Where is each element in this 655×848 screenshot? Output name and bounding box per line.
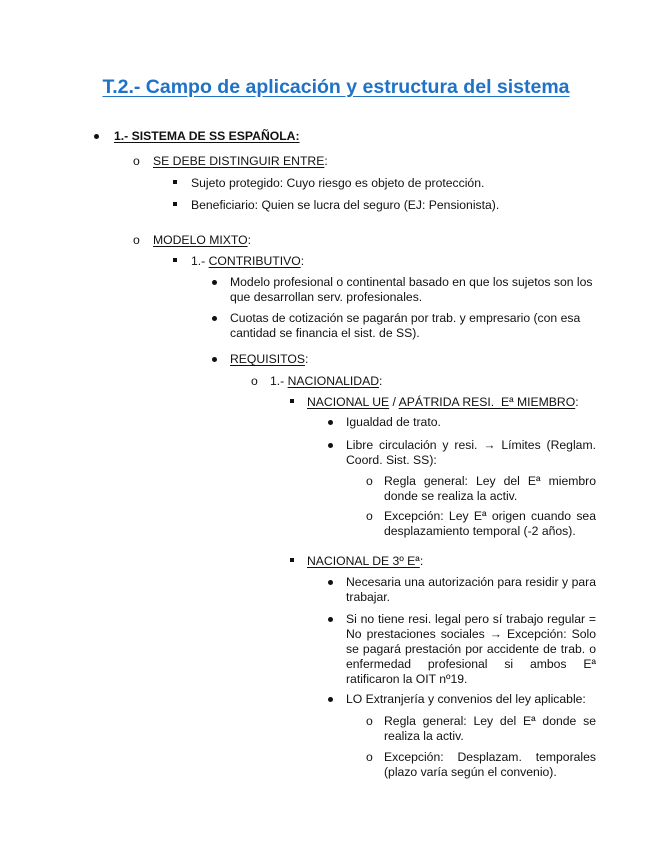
- list-item-modelo-profesional: Modelo profesional o continental basado en que los sujetos son los que desarrollan serv. profesionales.: [230, 275, 593, 304]
- bullet-dot: [212, 316, 217, 321]
- heading-nacional-ue: NACIONAL UE / APÁTRIDA RESI. Eª MIEMBRO:: [307, 395, 579, 409]
- bullet-dot: [328, 697, 333, 702]
- bullet-dot: [328, 580, 333, 585]
- list-item-sujeto: Sujeto protegido: Cuyo riesgo es objeto de protección.: [191, 176, 485, 190]
- sub-item-regla-general-ue: Regla general: Ley del Eª miembro donde se realiza la activ.: [384, 474, 596, 503]
- bullet-dot: [94, 134, 99, 139]
- heading-distinguir: SE DEBE DISTINGUIR ENTRE:: [153, 154, 328, 168]
- list-item-autorizacion: Necesaria una autorización para residir y para trabajar.: [346, 575, 596, 604]
- sub-item-excepcion-tercero: Excepción: Desplazam. temporales (plazo varía según el convenio).: [384, 750, 596, 779]
- bullet-dot: [212, 280, 217, 285]
- sub-item-regla-general-tercero: Regla general: Ley del Eª donde se realiza la activ.: [384, 714, 596, 743]
- heading-nacional-tercero: NACIONAL DE 3º Eª:: [307, 554, 424, 568]
- heading-modelo-mixto: MODELO MIXTO:: [153, 233, 251, 247]
- sub-item-excepcion-ue: Excepción: Ley Eª origen cuando sea desplazamiento temporal (-2 años).: [384, 509, 596, 538]
- bullet-square: [173, 180, 177, 184]
- bullet-circle: o: [133, 154, 140, 168]
- bullet-square: [173, 202, 177, 206]
- list-item-beneficiario: Beneficiario: Quien se lucra del seguro (EJ: Pensionista).: [191, 198, 500, 212]
- bullet-square: [173, 258, 177, 262]
- list-item-resi-legal: Si no tiene resi. legal pero sí trabajo regular = No prestaciones sociales → Excepción: Solo se pagará prestación por accidente de trab. o enfermedad profesional si ambos Eª ratificaron la OIT nº19.: [346, 612, 596, 686]
- bullet-square: [290, 399, 294, 403]
- bullet-square: [290, 558, 294, 562]
- heading-requisitos: REQUISITOS:: [230, 352, 309, 366]
- bullet-dot: [328, 617, 333, 622]
- bullet-circle: o: [366, 509, 373, 523]
- bullet-dot: [328, 420, 333, 425]
- bullet-circle: o: [251, 374, 258, 388]
- heading-contributivo: 1.- CONTRIBUTIVO:: [191, 254, 305, 268]
- bullet-circle: o: [366, 474, 373, 488]
- section-heading-sistema: 1.- SISTEMA DE SS ESPAÑOLA:: [114, 129, 300, 143]
- bullet-dot: [212, 357, 217, 362]
- list-item-libre-circulacion: Libre circulación y resi. → Límites (Reglam. Coord. Sist. SS):: [346, 438, 596, 467]
- list-item-igualdad: Igualdad de trato.: [346, 415, 441, 429]
- bullet-circle: o: [366, 714, 373, 728]
- bullet-dot: [328, 443, 333, 448]
- heading-nacionalidad: 1.- NACIONALIDAD:: [270, 374, 383, 388]
- bullet-circle: o: [133, 233, 140, 247]
- list-item-lo-extranjeria: LO Extranjería y convenios del ley aplicable:: [346, 692, 586, 706]
- list-item-cuotas: Cuotas de cotización se pagarán por trab. y empresario (con esa cantidad se financia el sist. de SS).: [230, 311, 581, 340]
- bullet-circle: o: [366, 750, 373, 764]
- document-title: T.2.- Campo de aplicación y estructura del sistema: [102, 76, 570, 98]
